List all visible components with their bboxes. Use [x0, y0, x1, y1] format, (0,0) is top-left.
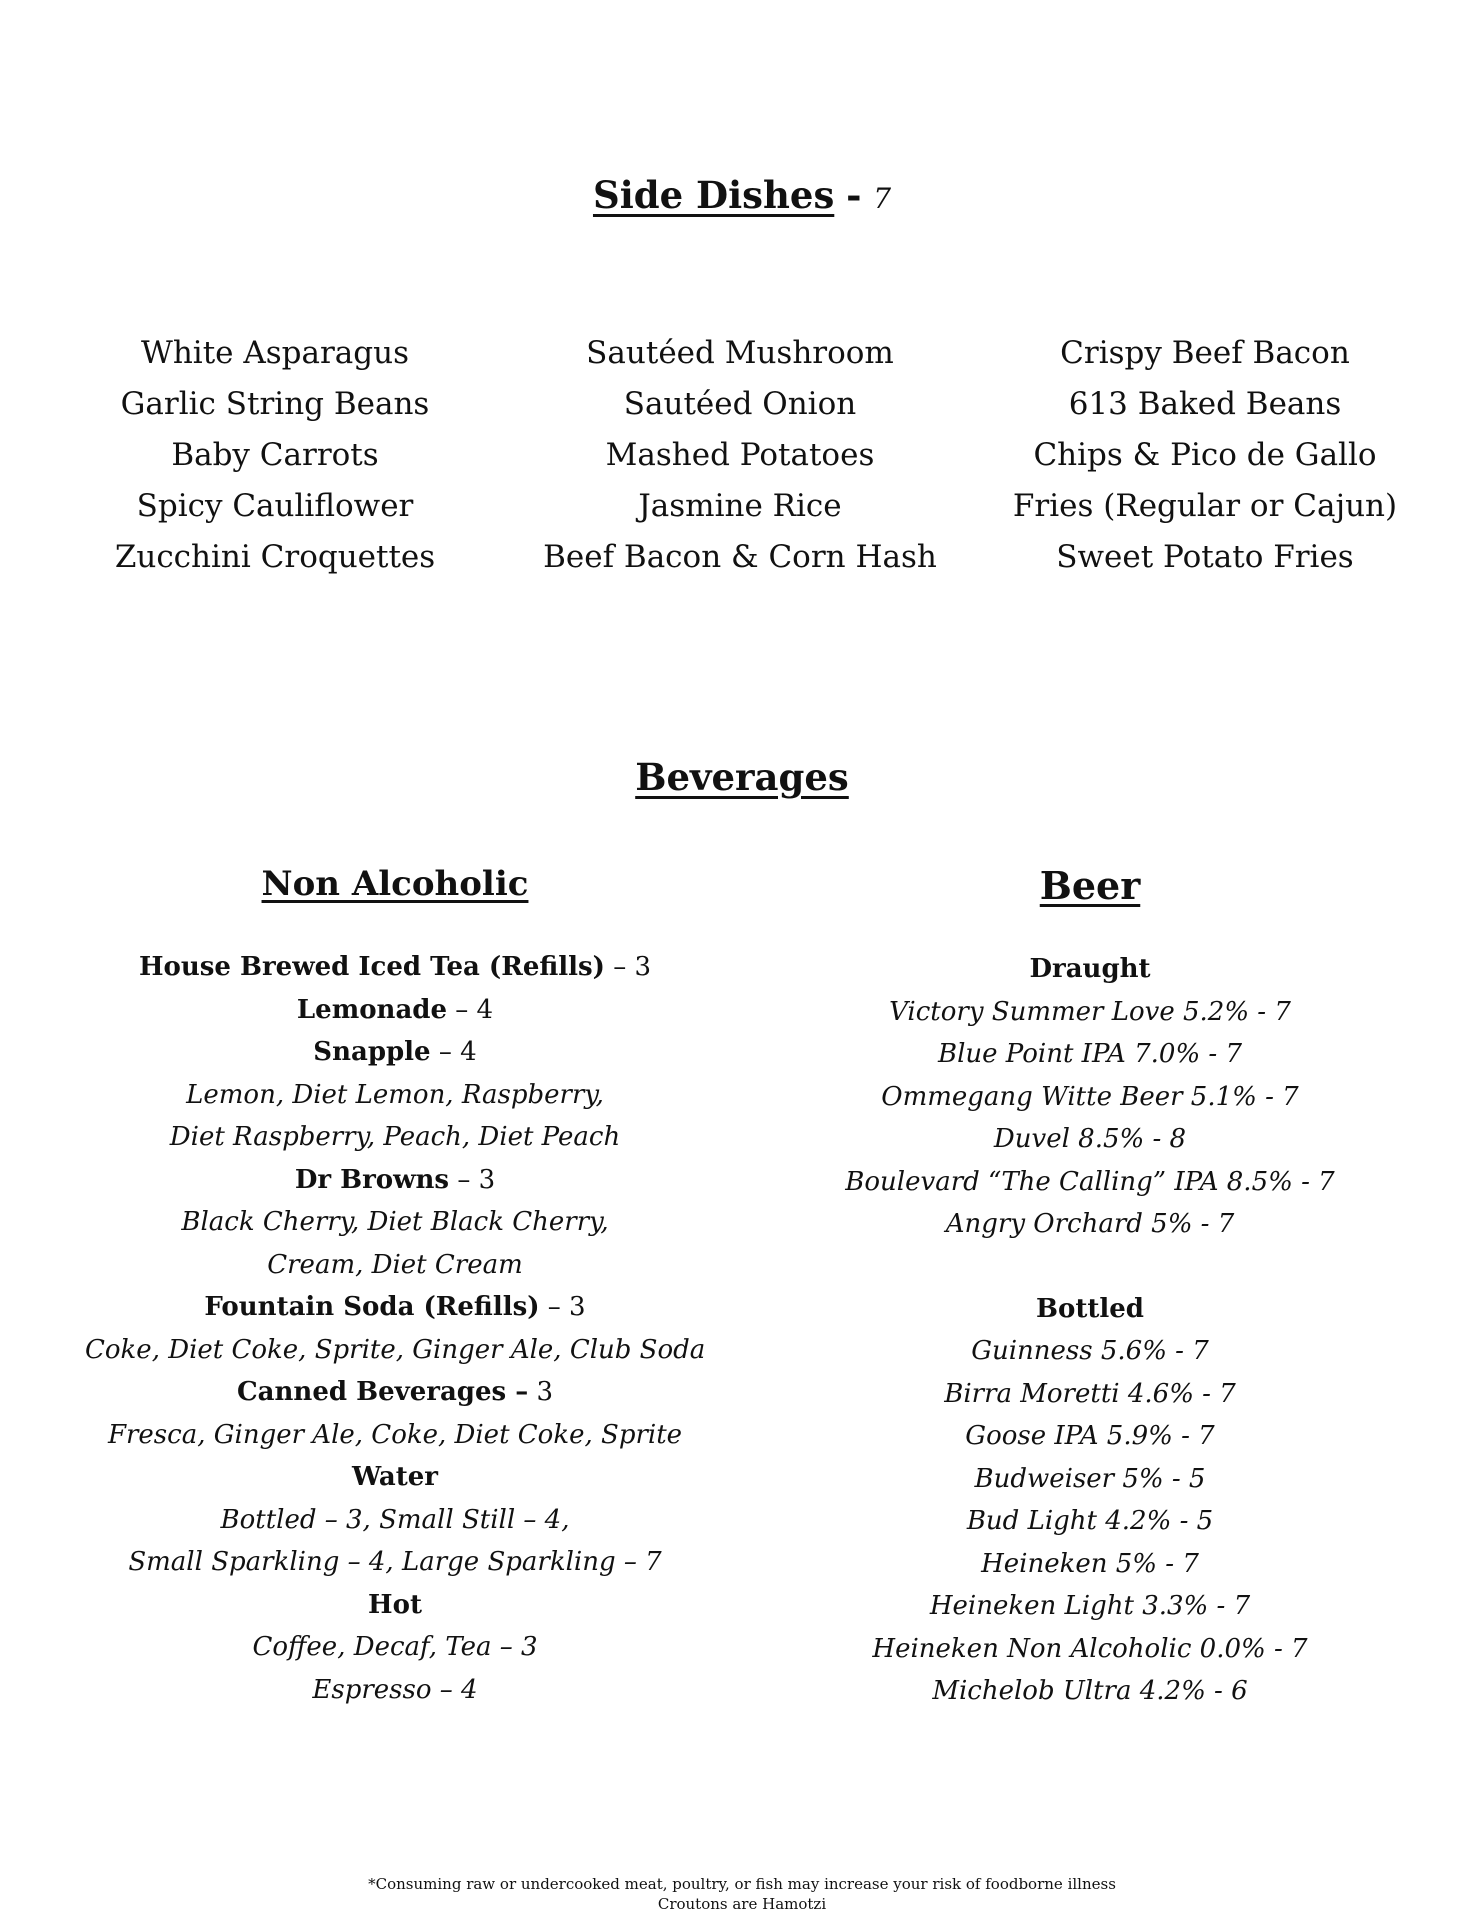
- food-safety-warning: *Consuming raw or undercooked meat, poultry, or fish may increase your risk of foodborne illness: [368, 1875, 1116, 1893]
- beverage-line: [85, 1584, 705, 1627]
- beverage-price: – 3: [604, 952, 652, 982]
- side-dish-item: Spicy Cauliflower: [136, 488, 414, 524]
- beverage-line: [85, 989, 705, 1032]
- side-dish-item: Crispy Beef Bacon: [1060, 335, 1350, 371]
- beverage-line: [85, 946, 705, 989]
- beer-section: [770, 862, 1410, 1713]
- beer-item: Heineken 5% - 7: [981, 1548, 1199, 1579]
- beverage-line: [85, 1286, 705, 1329]
- beer-item: Budweiser 5% - 5: [974, 1463, 1206, 1494]
- beverage-options: Coke, Diet Coke, Sprite, Ginger Ale, Club Soda: [85, 1334, 706, 1365]
- beverage-price: – 4: [447, 994, 494, 1025]
- beer-item: Guinness 5.6% - 7: [971, 1336, 1209, 1366]
- beer-item: Heineken Non Alcoholic 0.0% - 7: [872, 1633, 1308, 1664]
- beverage-price: – 4: [430, 1037, 477, 1067]
- side-dishes-column-3: [975, 328, 1435, 583]
- beer-item: Heineken Light 3.3% - 7: [929, 1591, 1251, 1621]
- side-dishes-column-1: [45, 328, 505, 583]
- beverage-options: Lemon, Diet Lemon, Raspberry,: [186, 1079, 604, 1110]
- beer-item: Victory Summer Love 5.2% - 7: [889, 996, 1291, 1027]
- beverage-price: – 3: [449, 1164, 496, 1195]
- beverage-options: Small Sparkling – 4, Large Sparkling – 7: [128, 1547, 662, 1577]
- beer-item: Duvel 8.5% - 8: [993, 1124, 1187, 1154]
- beverage-name: Fountain Soda (Refills): [204, 1292, 540, 1322]
- beer-item: Goose IPA 5.9% - 7: [965, 1421, 1215, 1451]
- non-alcoholic-heading: Non Alcoholic: [261, 864, 529, 904]
- beverage-name: Snapple: [313, 1037, 431, 1067]
- side-dish-item: Jasmine Rice: [638, 488, 842, 524]
- beer-item: Blue Point IPA 7.0% - 7: [937, 1039, 1242, 1069]
- side-dish-item: White Asparagus: [140, 335, 410, 371]
- side-dish-item: Sautéed Mushroom: [586, 335, 894, 371]
- side-dishes-dash: -: [846, 173, 862, 217]
- beverage-name: Canned Beverages –: [236, 1377, 529, 1407]
- side-dish-item: Garlic String Beans: [120, 386, 430, 422]
- beer-item: Boulevard “The Calling” IPA 8.5% - 7: [845, 1166, 1335, 1197]
- beverage-options: Bottled – 3, Small Still – 4,: [220, 1504, 570, 1535]
- beverage-options: Diet Raspberry, Peach, Diet Peach: [169, 1122, 621, 1152]
- beer-item: Ommegang Witte Beer 5.1% - 7: [881, 1081, 1299, 1112]
- beverage-options: Coffee, Decaf, Tea – 3: [252, 1632, 538, 1662]
- beer-item: Angry Orchard 5% - 7: [945, 1209, 1235, 1239]
- beverage-line: [85, 1159, 705, 1202]
- non-alcoholic-section: [85, 860, 705, 1711]
- side-dishes-column-2: [510, 328, 970, 583]
- beverage-line: [85, 1031, 705, 1074]
- beer-item: Bud Light 4.2% - 5: [966, 1506, 1214, 1536]
- beer-item: Birra Moretti 4.6% - 7: [944, 1378, 1236, 1409]
- draught-heading: Draught: [1029, 954, 1151, 984]
- beverage-options: Fresca, Ginger Ale, Coke, Diet Coke, Sprite: [107, 1419, 683, 1450]
- side-dish-item: Sautéed Onion: [623, 386, 857, 422]
- beverage-options: Cream, Diet Cream: [267, 1249, 523, 1280]
- bottled-heading: Bottled: [1036, 1293, 1144, 1324]
- side-dish-item: Beef Bacon & Corn Hash: [543, 539, 937, 575]
- side-dishes-price: 7: [873, 182, 892, 215]
- beer-item: Michelob Ultra 4.2% - 6: [932, 1676, 1248, 1706]
- beverage-options: Black Cherry, Diet Black Cherry,: [181, 1207, 609, 1237]
- side-dish-item: Baby Carrots: [171, 437, 379, 473]
- beverage-line: [85, 1371, 705, 1414]
- side-dishes-heading: Side Dishes: [592, 173, 835, 217]
- side-dish-item: Chips & Pico de Gallo: [1033, 437, 1377, 473]
- footer: [0, 1874, 1484, 1914]
- beverage-line: [85, 1456, 705, 1499]
- side-dish-item: Zucchini Croquettes: [114, 539, 436, 575]
- beverage-options: Espresso – 4: [312, 1674, 478, 1705]
- side-dish-item: Fries (Regular or Cajun): [1012, 488, 1398, 524]
- beverage-price: 3: [528, 1377, 554, 1407]
- beverage-price: – 3: [539, 1292, 586, 1322]
- side-dish-item: Mashed Potatoes: [605, 437, 875, 473]
- side-dish-item: Sweet Potato Fries: [1056, 539, 1354, 575]
- side-dishes-title: [0, 170, 1484, 224]
- hamotzi-note: Croutons are Hamotzi: [657, 1895, 827, 1913]
- side-dish-item: 613 Baked Beans: [1068, 386, 1342, 422]
- beverage-name: Hot: [368, 1589, 422, 1620]
- beverage-name: Water: [351, 1462, 439, 1492]
- beverage-name: Dr Browns: [294, 1164, 450, 1195]
- beverages-title: Beverages: [635, 755, 849, 799]
- beer-heading: Beer: [1039, 863, 1141, 908]
- beverage-name: Lemonade: [296, 994, 448, 1025]
- beverage-name: House Brewed Iced Tea (Refills): [138, 952, 605, 982]
